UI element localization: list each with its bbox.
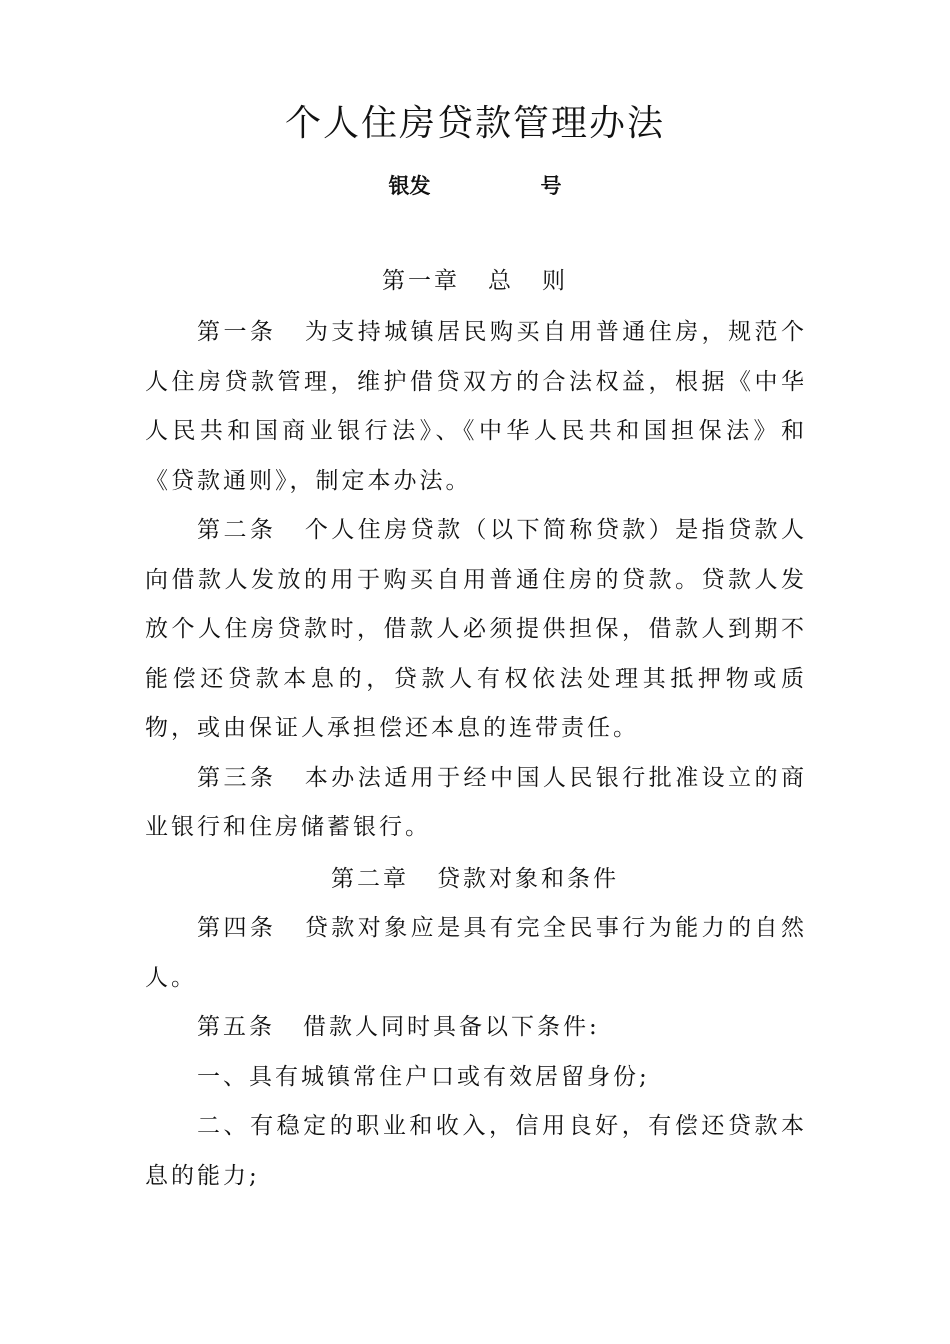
article-label: 第四条 — [197, 915, 277, 941]
article-label: 第五条 — [197, 1014, 275, 1040]
article-label: 第二条 — [197, 517, 277, 543]
article-1 — [145, 308, 807, 506]
chapter-heading-2 — [0, 864, 950, 894]
article-text: 贷款对象应是具有完全民事行为能力的自然人。 — [145, 915, 808, 991]
article-label: 第三条 — [197, 764, 277, 791]
article-text: 个人住房贷款（以下简称贷款）是指贷款人向借款人发放的用于购买自用普通住房的贷款。贷款人发放个人住房贷款时，借款人必须提供担保，借款人到期不能偿还贷款本息的，贷款人有权依法处理其抵押物或质物，或由保证人承担偿还本息的连带责任。 — [145, 517, 808, 741]
chapter-name-part1: 总 — [488, 268, 514, 294]
chapter-name-part2: 则 — [542, 268, 568, 294]
chapter-name: 贷款对象和条件 — [437, 866, 619, 892]
chapter-heading-1 — [0, 266, 950, 296]
article-2 — [145, 506, 807, 754]
condition-item-1: 一、具有城镇常住户口或有效居留身份; — [197, 1063, 650, 1090]
chapter-2-body — [145, 904, 807, 1201]
chapter-number: 第一章 — [382, 268, 460, 294]
article-5 — [145, 1003, 807, 1053]
article-4 — [145, 904, 807, 1003]
chapter-number: 第二章 — [331, 866, 409, 892]
document-number-suffix: 号 — [540, 174, 562, 198]
article-text: 为支持城镇居民购买自用普通住房，规范个人住房贷款管理，维护借贷双方的合法权益，根据《中华人民共和国商业银行法》、《中华人民共和国担保法》和《贷款通则》，制定本办法。 — [145, 319, 808, 494]
article-text: 借款人同时具备以下条件: — [303, 1014, 600, 1040]
article-3 — [145, 754, 807, 853]
article-label: 第一条 — [197, 319, 277, 345]
document-title: 个人住房贷款管理办法 — [284, 103, 665, 144]
article-text: 本办法适用于经中国人民银行批准设立的商业银行和住房储蓄银行。 — [145, 764, 808, 840]
condition-item-2: 二、有稳定的职业和收入，信用良好，有偿还贷款本息的能力; — [145, 1113, 807, 1189]
chapter-1-body — [145, 308, 807, 853]
document-number-prefix: 银发 — [388, 174, 431, 198]
document-number — [0, 172, 950, 200]
